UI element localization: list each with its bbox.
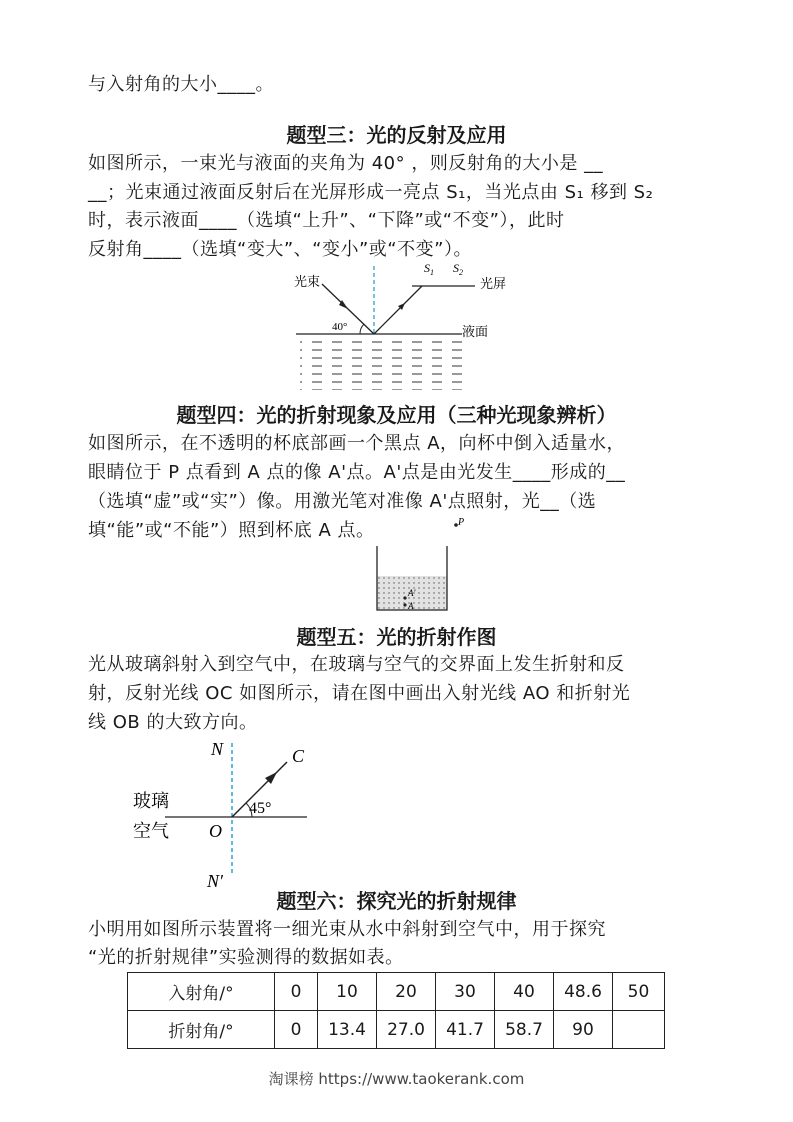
section-heading-5: 题型五：光的折射作图 — [296, 625, 497, 649]
refraction-data-table — [127, 972, 665, 1049]
reflected-ray — [374, 286, 422, 334]
label-s2: $S_2$ — [453, 261, 463, 277]
label-screen: 光屏 — [480, 276, 507, 291]
row-header: 折射角/° — [128, 1011, 275, 1049]
footer-watermark: 淘课榜 https://www.taokerank.com — [268, 1070, 525, 1088]
table-cell: 20 — [377, 973, 436, 1011]
table-cell: 41.7 — [436, 1011, 495, 1049]
row-header: 入射角/° — [128, 973, 275, 1011]
reflection-figure — [290, 258, 510, 393]
table-cell: 48.6 — [554, 973, 613, 1011]
label-n-prime: N′ — [207, 871, 223, 891]
table-cell: 27.0 — [377, 1011, 436, 1049]
text-line: 填“能”或“不能”）照到杯底 A 点。 — [88, 520, 375, 541]
label-a-prime: A' — [408, 588, 416, 598]
text-line: 反射角____（选填“变大”、“变小”或“不变”）。 — [88, 239, 472, 260]
label-liquid: 液面 — [462, 324, 489, 339]
table-row — [128, 973, 665, 1011]
refraction-figure — [125, 735, 325, 895]
angle-arc — [360, 324, 364, 334]
text-line: 射，反射光线 OC 如图所示，请在图中画出入射光线 AO 和折射光 — [88, 683, 631, 704]
point-a — [403, 603, 406, 606]
table-cell: 10 — [318, 973, 377, 1011]
label-c: C — [292, 746, 305, 766]
text-line: 光从玻璃斜射入到空气中，在玻璃与空气的交界面上发生折射和反 — [88, 654, 625, 675]
section-heading-3: 题型三：光的反射及应用 — [286, 123, 507, 147]
table-cell: 58.7 — [495, 1011, 554, 1049]
cup-figure — [372, 516, 465, 616]
label-angle: 40° — [332, 321, 348, 333]
table-cell: 13.4 — [318, 1011, 377, 1049]
label-n: N — [211, 739, 224, 759]
text-line: 如图所示，一束光与液面的夹角为 40° ，则反射角的大小是 __ — [88, 153, 604, 174]
label-s1: $S_1$ — [424, 261, 434, 277]
section-heading-6: 题型六：探究光的折射规律 — [276, 889, 517, 913]
text-line: 与入射角的大小____。 — [88, 74, 274, 95]
text-line: __；光束通过液面反射后在光屏形成一亮点 S₁，当光点由 S₁ 移到 S₂ — [88, 182, 654, 203]
table-cell: 40 — [495, 973, 554, 1011]
text-line: 如图所示，在不透明的杯底部画一个黑点 A，向杯中倒入适量水， — [88, 433, 626, 454]
label-air: 空气 — [133, 821, 169, 841]
section-heading-4: 题型四：光的折射现象及应用（三种光现象辨析） — [176, 403, 617, 427]
table-cell: 90 — [554, 1011, 613, 1049]
label-glass: 玻璃 — [133, 791, 169, 811]
text-line: 时，表示液面____（选填“上升”、“下降”或“不变”），此时 — [88, 210, 565, 231]
table-cell: 30 — [436, 973, 495, 1011]
text-line: 眼睛位于 P 点看到 A 点的像 A'点。A'点是由光发生____形成的__ — [88, 462, 626, 483]
table-cell: 0 — [275, 973, 318, 1011]
liquid-body — [300, 334, 462, 390]
label-angle: 45° — [249, 800, 272, 817]
table-cell: 50 — [613, 973, 665, 1011]
table-cell — [613, 1011, 665, 1049]
text-line: 线 OB 的大致方向。 — [88, 712, 258, 733]
table-row — [128, 1011, 665, 1049]
label-p: P — [458, 517, 465, 528]
point-a-prime — [403, 596, 406, 599]
label-o: O — [209, 821, 222, 841]
label-a: A — [408, 601, 414, 611]
text-line: “光的折射规律”实验测得的数据如表。 — [88, 947, 404, 968]
table-cell: 0 — [275, 1011, 318, 1049]
text-line: （选填“虚”或“实”）像。用激光笔对准像 A'点照射，光__（选 — [88, 491, 597, 512]
text-line: 小明用如图所示装置将一细光束从水中斜射到空气中，用于探究 — [88, 919, 606, 940]
label-beam: 光束 — [294, 274, 321, 289]
